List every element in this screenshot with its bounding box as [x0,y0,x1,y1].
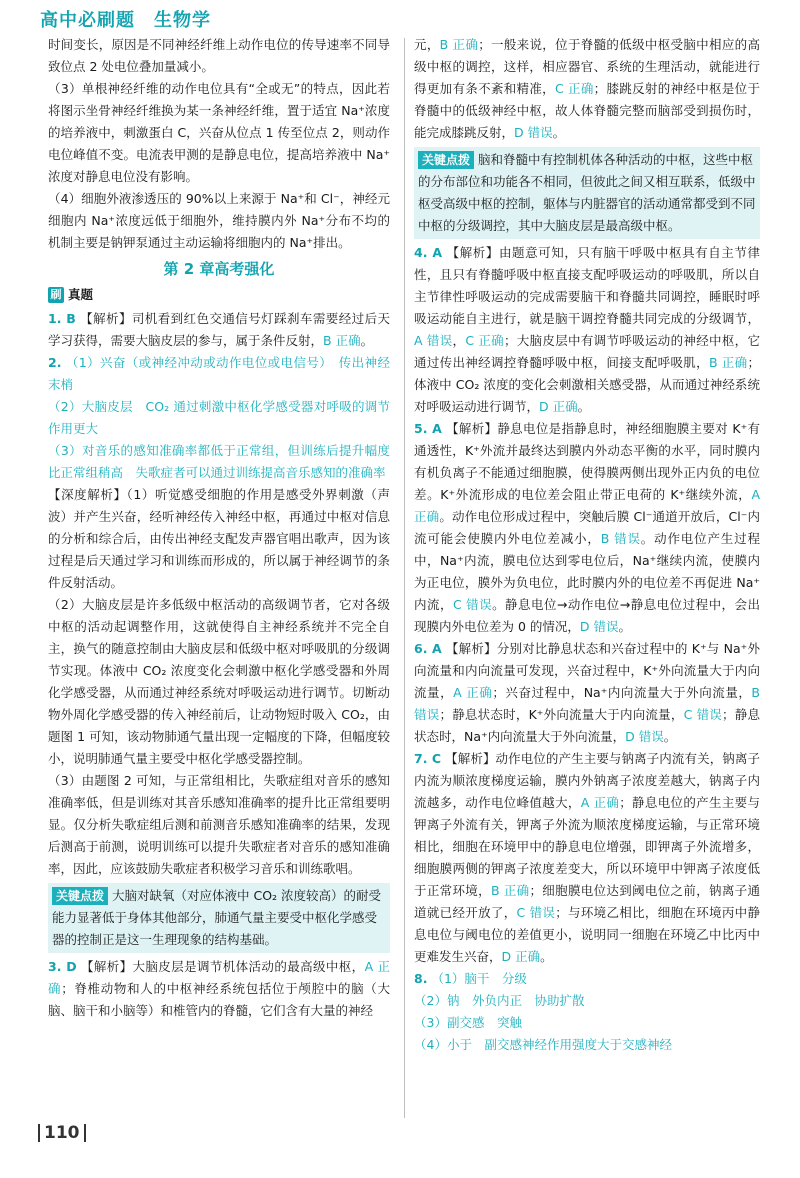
answer-highlight: A 正确 [580,795,620,810]
section-tag [48,284,390,306]
question-number: 6. A [414,641,442,656]
answer-text: 。 [360,333,374,348]
question-number: 8. [414,971,428,986]
answer-3-continued [414,34,760,144]
answer-highlight: C 错误 [683,707,723,722]
answer-text: 【解析】大脑皮层是调节机体活动的最高级中枢， [80,959,365,974]
answer-text: ；静息状态时，Na⁺内向流量大于外向流量， [414,707,760,744]
column-divider [404,38,405,1118]
answer-text: 。 [577,399,591,414]
answer-text: 。动作电位产生过程中，Na⁺内流，膜电位达到零电位后，Na⁺继续内流，使膜内为正电位，膜外为负电位，此时膜内外的电位差不再促进 Na⁺内流， [414,531,760,612]
answer-highlight: C 正确 [465,333,504,348]
section-label: 真题 [68,287,94,302]
question-number: 5. A [414,421,442,436]
answer-text: 。 [552,125,566,140]
answer-highlight: B 正确 [490,883,530,898]
book-header-title: 高中必刷题 生物学 [40,10,211,31]
question-number: 3. D [48,959,77,974]
answer-highlight: （3）对音乐的感知准确率都低于正常组，但训练后提升幅度比正常组稍高 失歌症者可以通过训练提高音乐感知的准确率 [48,443,390,480]
answer-7 [414,748,760,968]
question-number: 4. A [414,245,443,260]
answer-text: 。 [663,729,677,744]
key-point-box [48,883,390,953]
paragraph: （3）由题图 2 可知，与正常组相比，失歌症组对音乐的感知准确率低，但是训练对其音乐感知准确率的提升比正常组要明显。仅分析失歌症组后测和前测音乐感知准确率的结果，发现后测高于前测，说明训练可以提升失歌症者对音乐的感知准确率，因此，应该鼓励失歌症者积极学习音乐和训练歌唱。 [48,773,390,876]
answer-5 [414,418,760,638]
right-column [414,34,760,1056]
question-number: 2. [48,355,62,370]
answer-3 [48,956,390,1022]
answer-highlight: （1）脑干 分级 [431,971,527,986]
left-column [48,34,390,1022]
answer-text: ；大脑皮层中有调节呼吸运动的神经中枢，它通过传出神经调控脊髓呼吸中枢，间接支配呼吸肌， [414,333,760,370]
answer-highlight: D 错误 [514,125,553,140]
answer-2 [48,352,390,396]
question-number: 7. C [414,751,442,766]
answer-text: ；兴奋过程中，Na⁺内向流量大于外向流量， [492,685,752,700]
answer-text: 【解析】分别对比静息状态和兴奋过程中的 K⁺与 Na⁺外向流量和内向流量可发现，兴奋过程中，K⁺外向流量大于内向流量， [414,641,760,700]
answer-text: ， [452,333,466,348]
chapter-title: 第 2 章高考强化 [163,260,275,278]
answer-highlight: B 错误 [414,685,760,722]
answer-highlight: B 正确 [708,355,748,370]
answer-highlight: A 错误 [414,333,453,348]
key-point-text: 大脑对缺氧（对应体液中 CO₂ 浓度较高）的耐受能力显著低于身体其他部分，肺通气量主要受中枢化学感受器的控制正是这一生理现象的结构基础。 [52,888,382,947]
answer-highlight: （2）钠 外负内正 协助扩散 [414,993,585,1008]
answer-8 [414,968,760,990]
answer-text: 。动作电位形成过程中，突触后膜 Cl⁻通道开放后，Cl⁻内流可能会使膜内外电位差减小， [414,509,760,546]
answer-text: 【解析】动作电位的产生主要与钠离子内流有关，钠离子内流为顺浓度梯度运输，膜内外钠离子浓度差越大，钠离子内流越多，动作电位峰值越大， [414,751,760,810]
answer-text: 。静息电位→动作电位→静息电位过程中，会出现膜内外电位差为 0 的情况， [414,597,760,634]
answer-highlight: （1）兴奋（或神经冲动或动作电位或电信号） 传出神经末梢 [48,355,390,392]
answer-highlight: D 错误 [579,619,619,634]
answer-text: ；静息状态时，K⁺外向流量大于内向流量， [439,707,684,722]
answer-text: 【解析】司机看到红色交通信号灯踩刹车需要经过后天学习获得，需要大脑皮层的参与，属于条件反射， [48,311,390,348]
answer-text: ；静息电位的产生主要与钾离子外流有关，钾离子外流为顺浓度梯度运输，与正常环境相比，细胞在环境甲中的静息电位增强，即钾离子外流增多，细胞膜两侧的钾离子浓度差变大，所以环境甲中钾离子浓度低于正常环境， [414,795,760,898]
answer-text: ；脊椎动物和人的中枢神经系统包括位于颅腔中的脑（大脑、脑干和小脑等）和椎管内的脊髓，它们含有大量的神经 [48,981,390,1018]
answer-highlight: C 错误 [516,905,556,920]
page-number: 110 [38,1124,86,1142]
answer-highlight: D 正确 [539,399,578,414]
answer-highlight: D 错误 [625,729,664,744]
answer-highlight: A 正确 [414,487,760,524]
key-point-text: 脑和脊髓中有控制机体各种活动的中枢，这些中枢的分布部位和功能各不相同，但彼此之间又相互联系，低级中枢受高级中枢的控制，躯体与内脏器官的活动通常都受到不同中枢的分级调控，其中大脑皮层是最高级中枢。 [418,152,756,233]
answer-highlight: A 正确 [48,959,390,996]
answer-4 [414,242,760,418]
answer-text: 【解析】静息电位是指静息时，神经细胞膜主要对 K⁺有通透性，K⁺外流并最终达到膜内外动态平衡的水平，同时膜内有机负离子不能通过细胞膜，使得膜两侧出现外正内负的电位差。K⁺外流形成的电位差会阻止带正电荷的 K⁺继续外流， [414,421,760,502]
paragraph: （4）细胞外液渗透压的 90%以上来源于 Na⁺和 Cl⁻，神经元细胞内 Na⁺浓度远低于细胞外，维持膜内外 Na⁺分布不均的机制主要是钠钾泵通过主动运输将细胞内的 Na⁺排出。 [48,191,390,250]
answer-highlight: A 正确 [453,685,493,700]
answer-highlight: C 正确 [555,81,594,96]
answer-text: 元， [414,37,440,52]
answer-highlight: B 正确 [439,37,479,52]
question-number: 1. B [48,311,76,326]
answer-highlight: D 正确 [501,949,541,964]
answer-highlight: （2）大脑皮层 CO₂ 通过刺激中枢化学感受器对呼吸的调节作用更大 [48,399,390,436]
answer-6 [414,638,760,748]
answer-text: ；体液中 CO₂ 浓度的变化会刺激相关感受器，从而通过神经系统对呼吸运动进行调节， [414,355,760,414]
answer-highlight: C 错误 [452,597,493,612]
answer-text: ；一般来说，位于脊髓的低级中枢受脑中相应的高级中枢的调控，这样，相应器官、系统的生理活动，就能进行得更加有条不紊和精准， [414,37,760,96]
key-point-box [414,147,760,239]
paragraph: 【深度解析】（1）听觉感受细胞的作用是感受外界刺激（声波）并产生兴奋，经听神经传入神经中枢，再通过中枢对信息的分析和综合后，由传出神经支配发声器官唱出歌声，因为该过程是后天通过学习和训练而形成的，所以属于神经调节的条件反射活动。 [48,487,390,590]
answer-highlight: B 错误 [600,531,641,546]
answer-text: 。 [618,619,632,634]
answer-text: 【解析】由题意可知，只有脑干呼吸中枢具有自主节律性，且只有脊髓呼吸中枢直接支配呼吸运动的呼吸肌，所以自主节律性呼吸运动的完成需要脑干和脊髓共同调控，睡眠时呼吸运动能自主进行，就是脑干调控脊髓共同完成的分级调节， [414,245,760,326]
answer-highlight: B 正确 [323,333,361,348]
answer-text: ；细胞膜电位达到阈电位之前，钠离子通道就已经开放了， [414,883,760,920]
key-point-tag: 关键点拨 [52,887,108,905]
paragraph: （2）大脑皮层是许多低级中枢活动的高级调节者，它对各级中枢的活动起调整作用，这就使得自主神经系统并不完全自主，换气的随意控制由大脑皮层和低级中枢对呼吸肌的分级调节实现。体液中 CO₂ 浓度变化会刺激中枢化学感受器和外周化学感受器，从而通过神经系统对呼吸运动进行调节。切断动物外周化学感受器的传入神经前后，让动物短时吸入 CO₂，由题图 1 可知，该动物肺通气量出现一定幅度的下降，但幅度较小，说明肺通气量主要受中枢化学感受器控制。 [48,597,390,766]
answer-text: 。 [540,949,553,964]
answer-highlight: （4）小于 副交感神经作用强度大于交感神经 [414,1037,672,1052]
brush-mark-icon: 刷 [48,287,64,303]
answer-highlight: （3）副交感 突触 [414,1015,522,1030]
answer-text: ；膝跳反射的神经中枢是位于脊髓中的低级神经中枢，故人体脊髓完整而脑部受到损伤时，能完成膝跳反射， [414,81,760,140]
answer-text: ；与环境乙相比，细胞在环境丙中静息电位与阈电位的差值更小，说明同一细胞在环境乙中比丙中更难发生兴奋， [414,905,760,964]
key-point-tag: 关键点拨 [418,151,474,169]
paragraph: 时间变长，原因是不同神经纤维上动作电位的传导速率不同导致位点 2 处电位叠加量减小。 [48,37,390,74]
answer-1 [48,308,390,352]
paragraph: （3）单根神经纤维的动作电位具有“全或无”的特点，因此若将图示坐骨神经纤维换为某一条神经纤维，置于适宜 Na⁺浓度的培养液中，刺激蛋白 C，兴奋从位点 1 传至位点 2，则动作电位峰值不变。电流表甲测的是静息电位，提高培养液中 Na⁺浓度对静息电位没有影响。 [48,81,390,184]
